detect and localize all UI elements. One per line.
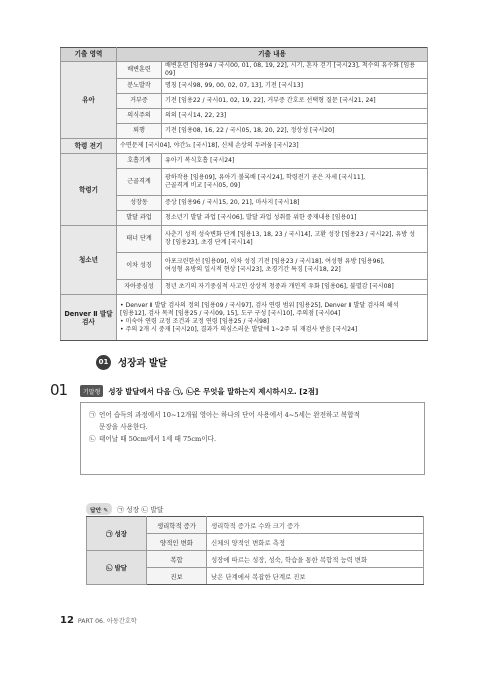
page-number: 12 — [60, 615, 74, 626]
table-row — [61, 196, 428, 211]
table-row — [87, 517, 424, 534]
content-cell: 기전 [임용08, 16, 22 / 국시05, 18, 20, 22], 정상성 [국시20] — [162, 124, 428, 139]
table-row — [61, 124, 428, 139]
exam-topics-table — [60, 47, 428, 341]
content-cell: 유아기 복식호흡 [국시24] — [162, 154, 428, 169]
content-line: • 주의 2개 시 중재 [국시20], 결과가 의심스러운 발달에 1~2주 뒤 재검사 받음 [국시24] — [120, 326, 358, 334]
question-box — [80, 402, 425, 475]
header-content: 기출 내용 — [117, 48, 428, 62]
table-row — [61, 109, 428, 124]
question-item — [89, 409, 416, 433]
header-area: 기출 영역 — [61, 48, 117, 62]
category-cell: 학령기 — [61, 154, 117, 226]
content-cell: 증상 [임용96 / 국시15, 20, 21], 마사지 [국시18] — [162, 196, 428, 211]
category-cell: 학령 전기 — [61, 139, 117, 154]
table-row — [61, 280, 428, 295]
content-cell: 청년 초기의 자기중심적 사고인 상상적 청중과 개인적 우화 [임용06], 불멸감 [국시08] — [162, 280, 428, 295]
item-marker: ㉠ — [89, 411, 96, 419]
part-title: PART 06. 아동간호학 — [77, 618, 137, 625]
page-footer — [60, 615, 137, 626]
question-line — [80, 385, 318, 397]
table-row — [87, 551, 424, 568]
answer-subcategory: 양적인 변화 — [147, 534, 207, 551]
table-row — [61, 62, 428, 79]
category-cell: 청소년 — [61, 226, 117, 295]
subcategory-cell: 분노발작 — [117, 79, 162, 94]
subcategory-cell: 배변훈련 — [117, 62, 162, 79]
item-marker: ㉡ — [89, 435, 96, 443]
answer-category: ㉡ 발달 — [87, 551, 147, 585]
content-line: 아포크린한선 [임용09], 이차 성징 기전 [임용23 / 국시18], 여성형 유방 [임용96], — [165, 258, 385, 266]
table-header-row — [61, 48, 428, 62]
answer-subcategory: 진보 — [147, 568, 207, 585]
content-cell — [162, 169, 428, 196]
table-row — [61, 211, 428, 226]
subcategory-cell: 거부증 — [117, 94, 162, 109]
answer-line — [86, 503, 163, 515]
content-line: 장 [임용23], 초경 단계 [국시14] — [165, 239, 253, 247]
category-cell: Denver Ⅱ 발달 검사 — [61, 295, 117, 341]
content-cell: 배변훈련 [임용94 / 국시00, 01, 08, 19, 22], 시기, 혼자 걷기 [국시23], 척수의 유수화 [임용09] — [162, 62, 428, 79]
section-number-badge: 01 — [96, 355, 111, 370]
subcategory-cell: 이차 성징 — [117, 253, 162, 280]
table-row — [61, 169, 428, 196]
item-text — [99, 409, 360, 433]
table-row — [61, 226, 428, 253]
table-row — [61, 94, 428, 109]
content-cell: 의의 [국시14, 22, 23] — [162, 109, 428, 124]
subcategory-cell: 퇴행 — [117, 124, 162, 139]
answer-subcategory: 복합 — [147, 551, 207, 568]
content-cell: 수면문제 [국시04], 야간뇨 [국시18], 신체 손상의 두려움 [국시23] — [117, 139, 428, 154]
content-line: [임용12], 검사 목적 [임용25 / 국시09, 15], 도구 구성 [국시10], 주의점 [국시04] — [120, 309, 341, 317]
answer-content: 신체의 양적인 변화로 측정 — [207, 534, 424, 551]
subcategory-cell: 근골격계 — [117, 169, 162, 196]
content-cell: 기전 [임용22 / 국시01, 02, 19, 22], 거부증 간호로 선택형 질문 [국시21, 24] — [162, 94, 428, 109]
subcategory-cell: 호흡기계 — [117, 154, 162, 169]
subcategory-cell: 발달 과업 — [117, 211, 162, 226]
section-heading — [96, 354, 167, 370]
answer-content: 성장에 따르는 성장, 성숙, 학습을 통한 복합적 능력 변화 — [207, 551, 424, 568]
subcategory-cell: 성장동 — [117, 196, 162, 211]
subcategory-cell: 자아중심성 — [117, 280, 162, 295]
subcategory-cell: 태너 단계 — [117, 226, 162, 253]
item-line: 문장을 사용한다. — [99, 423, 148, 431]
question-number: 01 — [50, 381, 68, 399]
item-text — [99, 433, 216, 445]
category-cell: 유아 — [61, 62, 117, 139]
question-text: 성장 발달에서 다음 ㉠, ㉡은 무엇을 말하는지 제시하시오. [2점] — [108, 386, 319, 396]
item-line: 언어 습득의 과정에서 10~12개월 영아는 하나의 단어 사용에서 4~5세는 완전하고 복합적 — [99, 411, 361, 419]
answer-content: 낮은 단계에서 복잡한 단계로 진보 — [207, 568, 424, 585]
content-cell — [162, 226, 428, 253]
content-line: 여성형 유방의 일시적 현상 [국시23], 초경기간 특징 [국시18, 22] — [165, 266, 341, 274]
content-line: • 미숙아 연령 교정 조건과 교정 연령 [임용25 / 국시98] — [120, 317, 270, 325]
content-line: 사춘기 성적 성숙변화 단계 [임용13, 18, 23 / 국시14], 고환 성장 [임용23 / 국시22], 유방 성 — [165, 231, 415, 239]
answer-subcategory: 생리학적 증가 — [147, 517, 207, 534]
table-row — [61, 139, 428, 154]
content-cell — [162, 253, 428, 280]
content-cell: 명칭 [국시98, 99, 00, 02, 07, 13], 기전 [국시13] — [162, 79, 428, 94]
exam-type-badge: 기말형 — [80, 385, 103, 397]
section-title: 성장과 발달 — [118, 358, 168, 369]
answer-content: 생리학적 증가로 수와 크기 증가 — [207, 517, 424, 534]
answer-category: ㉠ 성장 — [87, 517, 147, 551]
answer-text: ㉠ 성장 ㉡ 발달 — [117, 506, 164, 514]
table-row — [61, 154, 428, 169]
table-row — [61, 295, 428, 341]
table-row — [61, 253, 428, 280]
table-row — [61, 79, 428, 94]
answer-table — [86, 516, 424, 585]
subcategory-cell: 의식주의 — [117, 109, 162, 124]
content-cell — [117, 295, 428, 341]
content-line: 광하작용 [임용09], 유아기 볼록배 [국시24], 학령전기 곧은 자세 [국시11], — [165, 174, 366, 182]
answer-badge: 답안 ✎ — [86, 503, 112, 515]
content-cell: 청소년기 발달 과업 [국시06], 발달 과업 성취를 위한 중재내용 [임용01] — [162, 211, 428, 226]
content-line: 근골격계 비교 [국시05, 09] — [165, 182, 241, 190]
item-line: 태어날 때 50cm에서 1세 때 75cm이다. — [99, 435, 217, 443]
content-line: • Denver Ⅱ 발달 검사의 정의 [임용09 / 국시97], 검사 연령 범위 [임용25], Denver Ⅱ 발달 검사의 해석 — [120, 301, 399, 309]
question-item — [89, 433, 416, 445]
